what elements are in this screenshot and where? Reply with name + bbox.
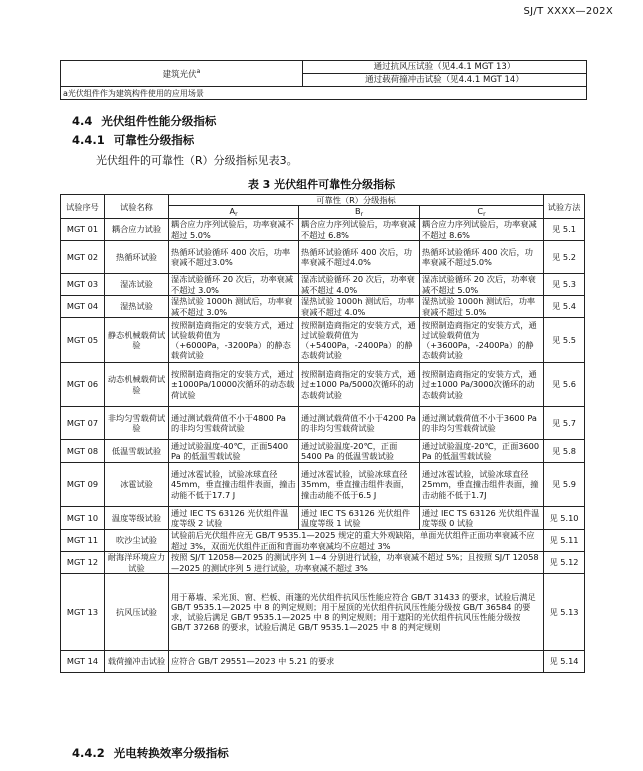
- grade-a-cell: 按照制造商指定的安装方式，通过±1000Pa/10000次循环的动态载荷试验: [169, 363, 299, 407]
- grade-b-cell: 通过 IEC TS 63126 光伏组件温度等级 1 试验: [299, 507, 420, 530]
- test-method: 见 5.12: [544, 552, 585, 574]
- grade-c-cell: 通过冰雹试验，试验冰球直径 25mm，垂直撞击组件表面，撞击动能不低于1.7J: [420, 463, 544, 507]
- test-id: MGT 01: [61, 219, 105, 241]
- requirement-cell: 通过抗风压试验（见4.4.1 MGT 13）: [303, 61, 587, 74]
- table-row: [61, 274, 585, 296]
- test-method: 见 5.6: [544, 363, 585, 407]
- table-header-row: [61, 195, 585, 206]
- grade-c-cell: 按照制造商指定的安装方式，通过±1000 Pa/3000次循环的动态载荷试验: [420, 363, 544, 407]
- test-name: 非均匀雪载荷试验: [105, 407, 169, 440]
- table-row: [61, 407, 585, 440]
- test-name: 静态机械载荷试验: [105, 318, 169, 363]
- test-method: 见 5.10: [544, 507, 585, 530]
- requirement-cell: 通过载荷撞冲击试验（见4.4.1 MGT 14）: [303, 74, 587, 87]
- test-name: 热循环试验: [105, 241, 169, 274]
- table-row: [61, 241, 585, 274]
- grade-c-cell: 通过试验温度-20℃，正面3600 Pa 的低温雪载试验: [420, 440, 544, 463]
- grade-a-cell: 湿热试验 1000h 测试后，功率衰减不超过 3.0%: [169, 296, 299, 318]
- test-id: MGT 04: [61, 296, 105, 318]
- table-row: [61, 530, 585, 552]
- table-row: [61, 463, 585, 507]
- test-method: 见 5.7: [544, 407, 585, 440]
- table-row: [61, 219, 585, 241]
- grade-a-cell: 通过冰雹试验，试验冰球直径 45mm，垂直撞击组件表面，撞击动能不低于17.7 J: [169, 463, 299, 507]
- test-name: 耦合应力试验: [105, 219, 169, 241]
- table-row: [61, 651, 585, 673]
- grade-b-cell: 通过试验温度-20℃，正面5400 Pa 的低温雪载试验: [299, 440, 420, 463]
- grade-a-cell: 通过 IEC TS 63126 光伏组件温度等级 2 试验: [169, 507, 299, 530]
- section-heading-4-4-1: 4.4.1 可靠性分级指标: [72, 133, 195, 147]
- test-id: MGT 05: [61, 318, 105, 363]
- grade-c-cell: 湿热试验 1000h 测试后，功率衰减不超过 5.0%: [420, 296, 544, 318]
- grade-a-cell: 热循环试验循环 400 次后，功率衰减不超过3.0%: [169, 241, 299, 274]
- table-row: [61, 318, 585, 363]
- grade-a-cell: 按照制造商指定的安装方式，通过试验载荷值为（+6000Pa，-3200Pa）的静态载荷试验: [169, 318, 299, 363]
- table-footnote: a光伏组件作为建筑构件使用的应用场景: [61, 87, 587, 100]
- test-name: 动态机械载荷试验: [105, 363, 169, 407]
- test-method: 见 5.1: [544, 219, 585, 241]
- grade-a-cell: 通过测试载荷值不小于4800 Pa 的非均匀雪载荷试验: [169, 407, 299, 440]
- merged-grade-cell: 应符合 GB/T 29551—2023 中 5.21 的要求: [169, 651, 544, 673]
- intro-paragraph: 光伏组件的可靠性（R）分级指标见表3。: [96, 154, 298, 167]
- grade-b-cell: 耦合应力序列试验后，功率衰减不超过 6.8%: [299, 219, 420, 241]
- test-name: 耐海洋环境应力试验: [105, 552, 169, 574]
- test-method: 见 5.13: [544, 574, 585, 651]
- category-label: 建筑光伏: [162, 69, 197, 80]
- grade-c-cell: 通过 IEC TS 63126 光伏组件温度等级 0 试验: [420, 507, 544, 530]
- application-table: [60, 60, 587, 100]
- test-id: MGT 08: [61, 440, 105, 463]
- test-id: MGT 11: [61, 530, 105, 552]
- table-row: [61, 87, 587, 100]
- table-row: [61, 363, 585, 407]
- merged-grade-cell: 用于幕墙、采光顶、窗、栏板、雨篷的光伏组件抗风压性能应符合 GB/T 31433 的要求，试验后满足 GB/T 9535.1—2025 中 8 的判定规则；用于屋顶的光伏组件抗风压性能分级按 GB/T 36584 的要求，试验后满足 GB/T 9535.1—2025 中 8 的判定规则；用于遮阳的光伏组件抗风压性能分级按 GB/T 37268 的要求，试验后满足 GB/T 9535.1—2025 中 8 的判定规则: [169, 574, 544, 651]
- merged-grade-cell: 试验前后光伏组件应无 GB/T 9535.1—2025 规定的重大外观缺陷，单面光伏组件正面功率衰减不应超过 3%，双面光伏组件正面和背面功率衰减均不应超过 3%: [169, 530, 544, 552]
- test-id: MGT 12: [61, 552, 105, 574]
- section-heading-4-4: 4.4 光伏组件性能分级指标: [72, 114, 217, 128]
- merged-grade-cell: 按照 SJ/T 12058—2025 的测试序列 1~4 分别进行试验，功率衰减不超过 5%；且按照 SJ/T 12058—2025 的测试序列 5 进行试验，功率衰减不超过 3%: [169, 552, 544, 574]
- table-row: [61, 61, 587, 74]
- header-grade-a: $A_r$: [169, 206, 299, 219]
- test-id: MGT 09: [61, 463, 105, 507]
- grade-b-cell: 湿冻试验循环 20 次后，功率衰减不超过 4.0%: [299, 274, 420, 296]
- test-name: 抗风压试验: [105, 574, 169, 651]
- category-cell: [61, 61, 303, 87]
- header-test-method: 试验方法: [544, 195, 585, 219]
- test-name: 低温雪载试验: [105, 440, 169, 463]
- header-test-name: 试验名称: [105, 195, 169, 219]
- grade-c-cell: 通过测试载荷值不小于3600 Pa 的非均匀雪载荷试验: [420, 407, 544, 440]
- test-name: 载荷撞冲击试验: [105, 651, 169, 673]
- footnote-marker: a: [196, 68, 201, 76]
- test-method: 见 5.2: [544, 241, 585, 274]
- section-heading-4-4-2: 4.4.2 光电转换效率分级指标: [72, 746, 229, 760]
- grade-c-cell: 耦合应力序列试验后，功率衰减不超过 8.6%: [420, 219, 544, 241]
- test-method: 见 5.3: [544, 274, 585, 296]
- test-method: 见 5.11: [544, 530, 585, 552]
- grade-b-cell: 通过测试载荷值不小于4200 Pa 的非均匀雪载荷试验: [299, 407, 420, 440]
- test-id: MGT 10: [61, 507, 105, 530]
- test-method: 见 5.8: [544, 440, 585, 463]
- header-grade-b: $B_r$: [299, 206, 420, 219]
- test-name: 温度等级试验: [105, 507, 169, 530]
- test-id: MGT 03: [61, 274, 105, 296]
- table-row: [61, 296, 585, 318]
- doc-code: SJ/T XXXX—202X: [523, 6, 613, 17]
- grade-a-cell: 耦合应力序列试验后，功率衰减不超过 5.0%: [169, 219, 299, 241]
- test-id: MGT 02: [61, 241, 105, 274]
- grade-c-cell: 湿冻试验循环 20 次后，功率衰减不超过 5.0%: [420, 274, 544, 296]
- grade-b-cell: 按照制造商指定的安装方式，通过±1000 Pa/5000次循环的动态载荷试验: [299, 363, 420, 407]
- grade-b-cell: 湿热试验 1000h 测试后，功率衰减不超过 4.0%: [299, 296, 420, 318]
- table-row: [61, 440, 585, 463]
- test-method: 见 5.5: [544, 318, 585, 363]
- test-name: 吹沙尘试验: [105, 530, 169, 552]
- test-id: MGT 14: [61, 651, 105, 673]
- grade-b-cell: 按照制造商指定的安装方式，通过试验载荷值为（+5400Pa，-2400Pa）的静态载荷试验: [299, 318, 420, 363]
- test-method: 见 5.4: [544, 296, 585, 318]
- test-name: 湿冻试验: [105, 274, 169, 296]
- header-test-id: 试验序号: [61, 195, 105, 219]
- test-name: 冰雹试验: [105, 463, 169, 507]
- test-id: MGT 07: [61, 407, 105, 440]
- grade-a-cell: 湿冻试验循环 20 次后，功率衰减不超过 3.0%: [169, 274, 299, 296]
- table-title: 表 3 光伏组件可靠性分级指标: [247, 178, 396, 191]
- table-row: [61, 574, 585, 651]
- grade-a-cell: 通过试验温度-40℃，正面5400 Pa 的低温雪载试验: [169, 440, 299, 463]
- grade-c-cell: 热循环试验循环 400 次后，功率衰减不超过5.0%: [420, 241, 544, 274]
- grade-b-cell: 热循环试验循环 400 次后，功率衰减不超过4.0%: [299, 241, 420, 274]
- test-id: MGT 06: [61, 363, 105, 407]
- test-name: 湿热试验: [105, 296, 169, 318]
- test-method: 见 5.9: [544, 463, 585, 507]
- grade-c-cell: 按照制造商指定的安装方式，通过试验载荷值为（+3600Pa，-2400Pa）的静态载荷试验: [420, 318, 544, 363]
- grade-b-cell: 通过冰雹试验，试验冰球直径 35mm，垂直撞击组件表面，撞击动能不低于6.5 J: [299, 463, 420, 507]
- table-row: [61, 507, 585, 530]
- reliability-table: [60, 194, 585, 673]
- header-grade-group: 可靠性（R）分级指标: [169, 195, 544, 206]
- test-id: MGT 13: [61, 574, 105, 651]
- test-method: 见 5.14: [544, 651, 585, 673]
- table-row: [61, 552, 585, 574]
- header-grade-c: $C_r$: [420, 206, 544, 219]
